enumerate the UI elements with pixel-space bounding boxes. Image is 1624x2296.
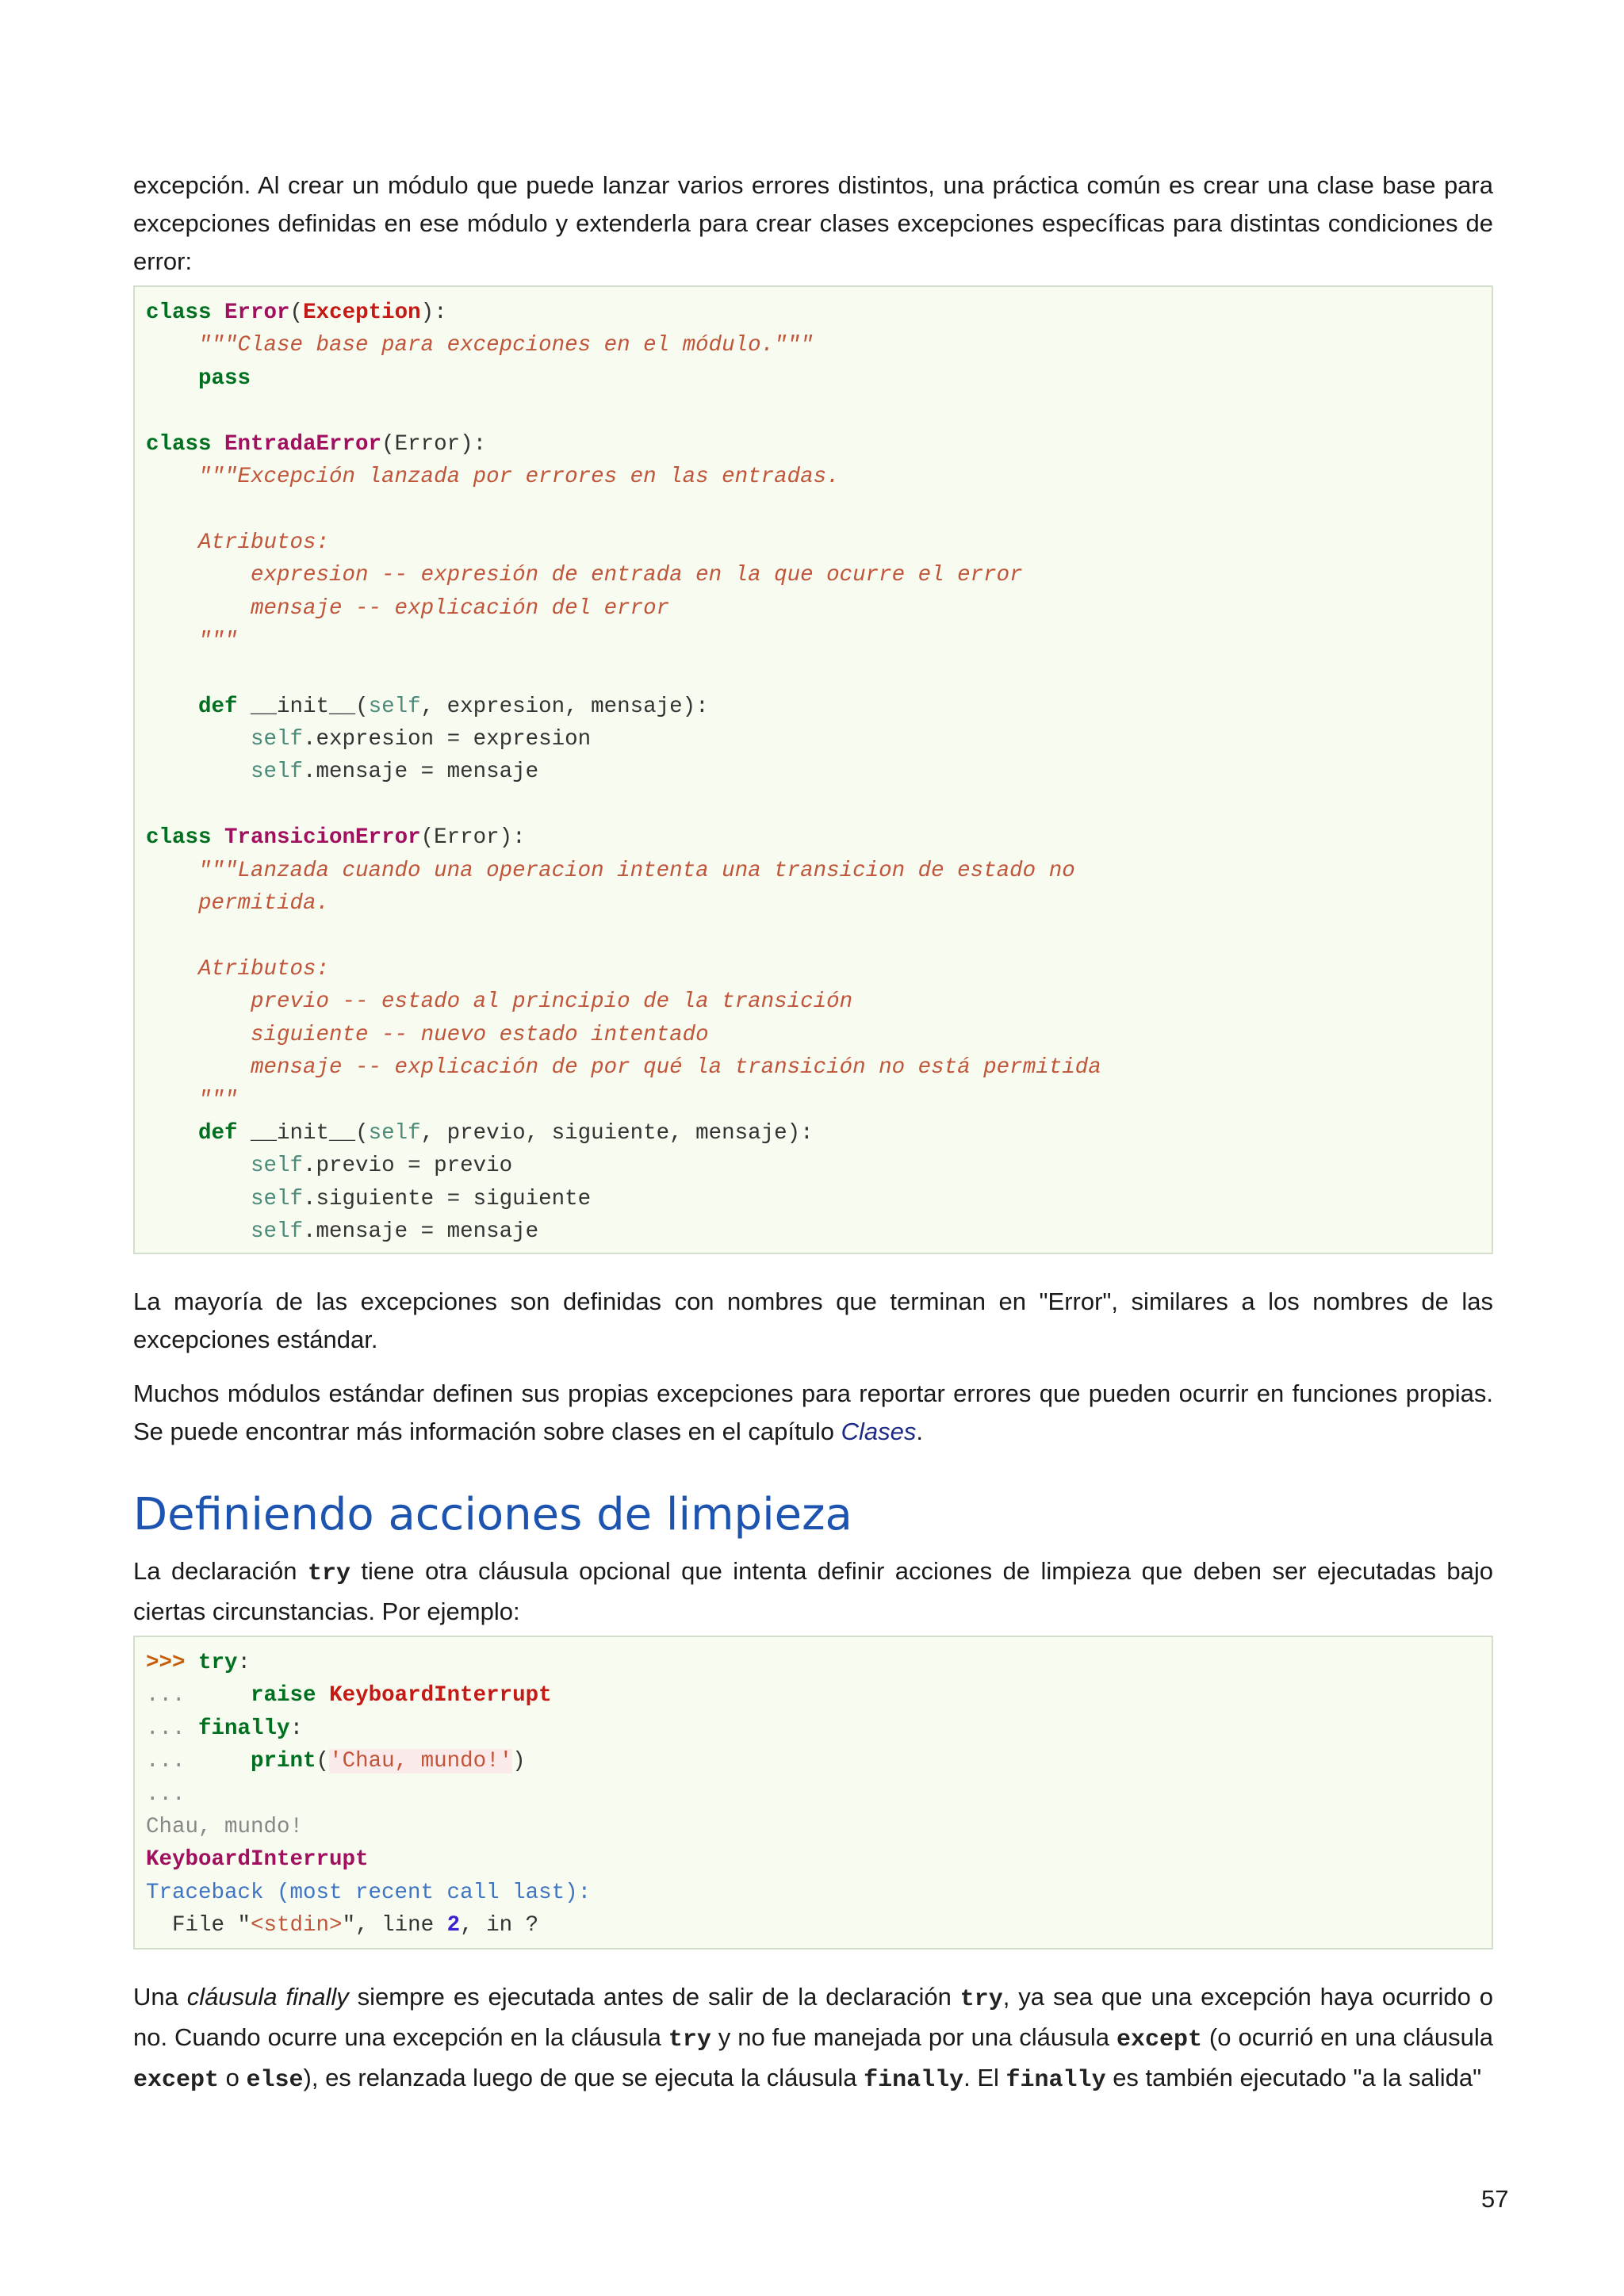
code-line: KeyboardInterrupt xyxy=(146,1847,369,1873)
paragraph-try-cleanup: La declaración try tiene otra cláusula opcional que intenta definir acciones de limpieza que deben ser ejecutadas bajo ciertas circunstancias. Por ejemplo: xyxy=(133,1557,1494,1625)
code-line: pass xyxy=(198,365,251,391)
code-line: """ xyxy=(198,1088,238,1113)
code-line: ... print('Chau, mundo!') xyxy=(146,1749,526,1774)
code-line: Traceback (most recent call last): xyxy=(146,1880,592,1905)
code-block-finally xyxy=(133,1636,1493,1950)
code-line: siguiente -- nuevo estado intentado xyxy=(251,1022,709,1047)
code-line: self.expresion = expresion xyxy=(251,727,592,752)
code-line: ... xyxy=(146,1781,186,1807)
page-number: 57 xyxy=(1481,2185,1509,2213)
code-line: previo -- estado al principio de la transición xyxy=(251,989,853,1015)
code-line: """Clase base para excepciones en el módulo.""" xyxy=(198,333,814,358)
paragraph-text: Muchos módulos estándar definen sus propias excepciones para reportar errores que pueden ocurrir en funciones propias. Se puede encontrar más información sobre clases en el capítulo xyxy=(133,1380,1493,1445)
code-line: permitida. xyxy=(198,891,330,916)
code-line: class EntradaError(Error): xyxy=(146,431,487,457)
paragraph-error-names xyxy=(133,1283,1493,1359)
code-line xyxy=(146,920,1480,952)
code-line: Atributos: xyxy=(198,530,330,555)
intro-paragraph xyxy=(133,166,1493,281)
link-clases[interactable]: Clases xyxy=(841,1418,917,1445)
code-line: >>> try: xyxy=(146,1651,251,1675)
code-line: File "<stdin>", line 2, in ? xyxy=(146,1913,539,1938)
paragraph-finally-clause: Una cláusula finally siempre es ejecutada antes de salir de la declaración try, ya sea que una excepción haya ocurrido o no. Cuando ocurre una excepción en la cláusula try y no fue manejada por una cláusula except (o ocurrió en una cláusula except o else), es relanzada luego de que se ejecuta la cláusula finally. El finally es también ejecutado "a la salida" xyxy=(133,1983,1493,2094)
intro-text: excepción. Al crear un módulo que puede lanzar varios errores distintos, una práctica común es crear una clase base para excepciones definidas en ese módulo y extenderla para crear clases excepciones específicas para distintas condiciones de error: xyxy=(133,171,1493,275)
code-line: Atributos: xyxy=(198,956,330,982)
code-line: class TransicionError(Error): xyxy=(146,825,526,851)
code-line: mensaje -- explicación del error xyxy=(251,595,670,621)
code-line: self.siguiente = siguiente xyxy=(251,1186,592,1211)
code-line: self.previo = previo xyxy=(251,1154,513,1179)
paragraph-standard-modules: Muchos módulos estándar definen sus propias excepciones para reportar errores que pueden ocurrir en funciones propias. Se puede encontrar más información sobre clases en el capítulo Clases. xyxy=(133,1380,1493,1445)
paragraph-text: La mayoría de las excepciones son definidas con nombres que terminan en "Error", similares a los nombres de las excepciones estándar. xyxy=(133,1288,1493,1353)
code-line: self.mensaje = mensaje xyxy=(251,1219,539,1244)
page-content xyxy=(133,166,1493,2099)
code-line: Chau, mundo! xyxy=(146,1814,304,1839)
section-heading: Definiendo acciones de limpieza xyxy=(133,1489,852,1540)
code-line: def __init__(self, previo, siguiente, mensaje): xyxy=(198,1120,814,1146)
code-line: ... finally: xyxy=(146,1716,304,1741)
code-line xyxy=(146,789,1480,821)
code-line xyxy=(146,657,1480,690)
code-line: ... raise KeyboardInterrupt xyxy=(146,1683,552,1709)
code-line xyxy=(146,493,1480,526)
code-line: expresion -- expresión de entrada en la que ocurre el error xyxy=(251,563,1023,588)
code-line: """ xyxy=(198,628,238,653)
code-line: def __init__(self, expresion, mensaje): xyxy=(198,694,709,719)
code-line xyxy=(146,395,1480,427)
inline-code: try xyxy=(307,1560,350,1587)
code-line: class Error(Exception): xyxy=(146,300,447,325)
code-line: mensaje -- explicación de por qué la transición no está permitida xyxy=(251,1054,1101,1080)
code-line: """Excepción lanzada por errores en las entradas. xyxy=(198,464,840,489)
code-line: self.mensaje = mensaje xyxy=(251,760,539,785)
code-block-exceptions xyxy=(133,285,1493,1254)
code-line: """Lanzada cuando una operacion intenta una transicion de estado no xyxy=(198,858,1075,883)
